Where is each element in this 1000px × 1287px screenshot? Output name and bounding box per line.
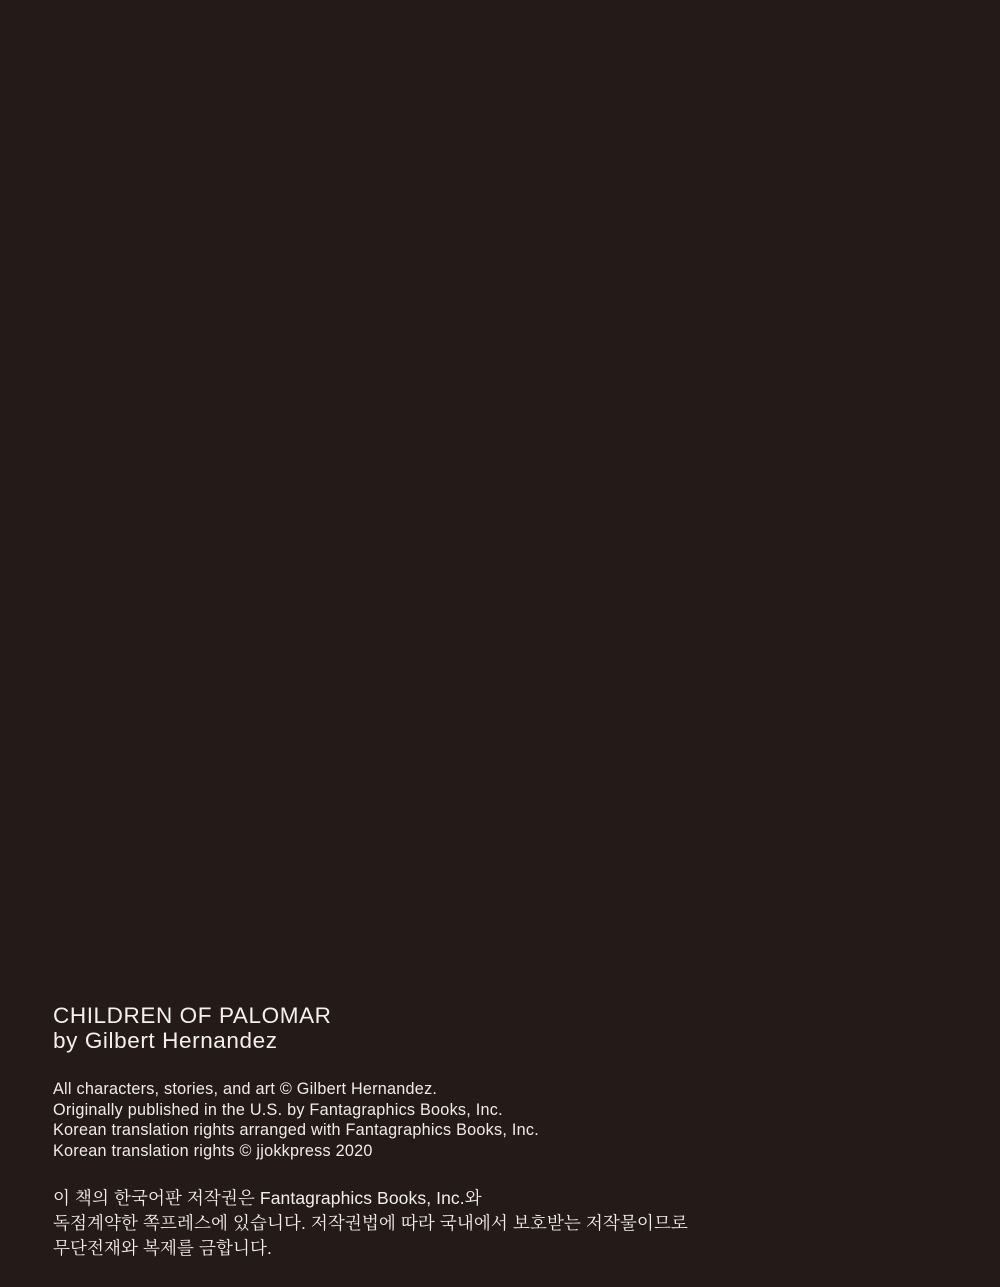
- book-title: CHILDREN OF PALOMAR: [53, 1003, 332, 1028]
- korean-notice-block: [53, 1186, 753, 1261]
- title-block: [53, 1003, 753, 1053]
- credit-line: Korean translation rights arranged with Fantagraphics Books, Inc.: [53, 1121, 539, 1139]
- credits-block: [53, 1079, 753, 1161]
- korean-notice-line: 무단전재와 복제를 금합니다.: [53, 1238, 272, 1258]
- credit-line: Korean translation rights © jjokkpress 2020: [53, 1141, 373, 1160]
- korean-notice-line: 독점계약한 쪽프레스에 있습니다. 저작권법에 따라 국내에서 보호받는 저작물이므로: [53, 1213, 688, 1233]
- credit-line: Originally published in the U.S. by Fantagraphics Books, Inc.: [53, 1100, 503, 1119]
- credit-line: All characters, stories, and art © Gilbert Hernandez.: [53, 1080, 438, 1098]
- korean-notice-line: 이 책의 한국어판 저작권은 Fantagraphics Books, Inc.와: [53, 1188, 482, 1208]
- book-author: by Gilbert Hernandez: [53, 1028, 278, 1053]
- colophon-block: [53, 1003, 753, 1261]
